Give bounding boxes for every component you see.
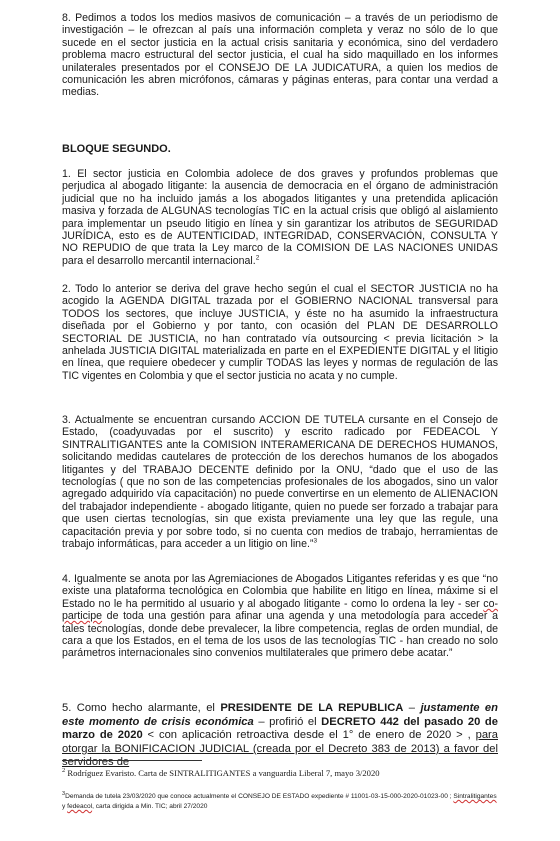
paragraph-text: 3. Actualmente se encuentran cursando ACCION DE TUTELA cursante en el Consejo de Estado, (coadyuvadas por el suscrito) y escrito radicado por FEDEACOL Y SINTRALITIGANTES ante la COMISION INTERAMERICANA DE DERECHOS HUMANOS, solicitando medidas cautelares de protección de los derechos humanos de los abogados litigantes y del TRABAJO DECENTE definido por la ONU, “dado que el uso de las tecnologías ( que no son de las competencias profesionales de los abogados, sino un valor agregado adquirido vía capacitación) no puede convertirse en un elemento de ALIENACION del trabajador independiente - abogado litigante, quien no puede ser forzado a trabajar para que usen ciertas tecnologías, sin que exista previamente una ley que las regule, una capacitación previa y por sobre todo, si no cuenta con medios de trabajo, herramientas de trabajo informáticas, para acceder a un litigio on line.” <box>62 414 498 551</box>
paragraph-number: 8. <box>62 12 71 24</box>
bold-italic-text: justamente en este momento de crisis económica <box>62 702 498 728</box>
footnote-2 <box>62 768 498 779</box>
paragraph-text: – <box>403 702 421 714</box>
paragraph-text: 2. Todo lo anterior se deriva del grave hecho según el cual el SECTOR JUSTICIA no ha acogido la AGENDA DIGITAL trazada por el GOBIERNO NACIONAL transversal para TODOS los sectores, que incluye JUSTICIA, y éste no ha asumido la infraestructura diseñada por el Gobierno y por tanto, con ocasión del PLAN DE DESARROLLO SECTORIAL DE JUSTICIA, no han contratado vía outsourcing < previa licitación > la anhelada JUSTICIA DIGITAL materializada en parte en el EXPEDIENTE DIGITAL y el litigio en línea, que requiere obedecer y cumplir TODAS las leyes y normas de regulación de las TIC vigentes en Colombia y que el sector justicia no acata y no cumple. <box>62 283 498 382</box>
bold-text: PRESIDENTE DE LA REPUBLICA <box>220 702 404 714</box>
footnote-number: 3 <box>62 790 66 797</box>
paragraph-8 <box>62 12 498 99</box>
footnote-ref[interactable]: 2 <box>255 254 260 262</box>
paragraph-text: – profirió el <box>253 715 322 728</box>
footnote-ref[interactable]: 3 <box>313 537 318 545</box>
paragraph-text: de toda una gestión para afinar una agenda y una metodología para acceder a tales tecnologías, donde debe prevalecer, la libre competencia, reglas de orden mundial, de cara a que los Estados, en el tema de los usos de las tecnologías TIC - han creado no solo parámetros internacionales sino convenios multilaterales que primero debe acatar.” <box>62 610 498 660</box>
spellcheck-flagged-word[interactable]: fedeacol <box>67 803 93 810</box>
spellcheck-flagged-word[interactable]: Sintralitigantes <box>453 793 497 800</box>
footnote-separator <box>62 760 202 761</box>
footnote-text: Rodríguez Evaristo. Carta de SINTRALITIGANTES a vanguardia Liberal 7, mayo 3/2020 <box>67 768 380 778</box>
paragraph-block2-3 <box>62 414 498 550</box>
spellcheck-flagged-word[interactable]: co-participe <box>62 597 498 623</box>
footnote-number: 2 <box>62 767 66 775</box>
bold-text: DECRETO 442 del pasado 20 de marzo de 2020 <box>62 715 498 742</box>
paragraph-block2-4 <box>62 573 498 660</box>
footnote-3 <box>62 792 498 812</box>
underlined-text: para otorgar la BONIFICACION JUDICIAL (creada por el Decreto 383 de 2013) a favor del servidores de <box>62 729 498 769</box>
paragraph-text: 5. Como hecho alarmante, el <box>62 702 221 714</box>
paragraph-text: 4. Igualmente se anota por las Agremiaciones de Abogados Litigantes referidas y es que “no existe una plataforma tecnológica en Colombia que habilite en litigo en línea, máxime si el Estado no le ha permitido al usuario y al abogado litigante - como lo ordena la ley - ser <box>62 573 498 610</box>
paragraph-text: 1. El sector justicia en Colombia adolece de dos graves y profundos problemas que perjudica al abogado litigante: la ausencia de democracia en el órgano de administración judicial que no ha incluido jamás a los abogados litigantes y una pretendida aplicación masiva y forzada de ALGUNAS tecnologías TIC en la actual crisis que obligó al aislamiento para implementar un pseudo litigio en línea y sin garantizar los atributos de SEGURIDAD JURÍDICA, esto es de AUTENTICIDAD, INTEGRIDAD, CONSERVACIÓN, CONSULTA Y NO REPUDIO de que trata la Ley marco de la COMISION DE LAS NACIONES UNIDAS para el desarrollo mercantil internacional. <box>62 168 498 267</box>
footnote-text: y <box>62 803 68 810</box>
paragraph-block2-2 <box>62 283 498 382</box>
footnote-text: Demanda de tutela 23/03/2020 que conoce actualmente el CONSEJO DE ESTADO expediente # 11001-03-15-000-2020-01023-00 ; <box>65 793 454 800</box>
section-heading: BLOQUE SEGUNDO. <box>62 143 171 155</box>
footnote-text: , carta dirigida a Min. TIC; abril 27/2020 <box>92 803 208 810</box>
paragraph-text: Pedimos a todos los medios masivos de comunicación – a través de un periodismo de investigación – le ofrezcan al país una información completa y veraz no sólo de lo que sucede en el sector justicia en la actual crisis sanitaria y económica, sino del verdadero problema macro estructural del sector justicia, el cual ha sido maquillado en los informes unilaterales presentados por el CONSEJO DE LA JUDICATURA, a quien los medios de comunicación les abren micrófonos, cámaras y páginas enteras, para contar una verdad a medias. <box>62 12 498 99</box>
paragraph-block2-1 <box>62 168 498 267</box>
paragraph-text: < con aplicación retroactiva desde el 1° de enero de 2020 > , <box>142 729 476 742</box>
